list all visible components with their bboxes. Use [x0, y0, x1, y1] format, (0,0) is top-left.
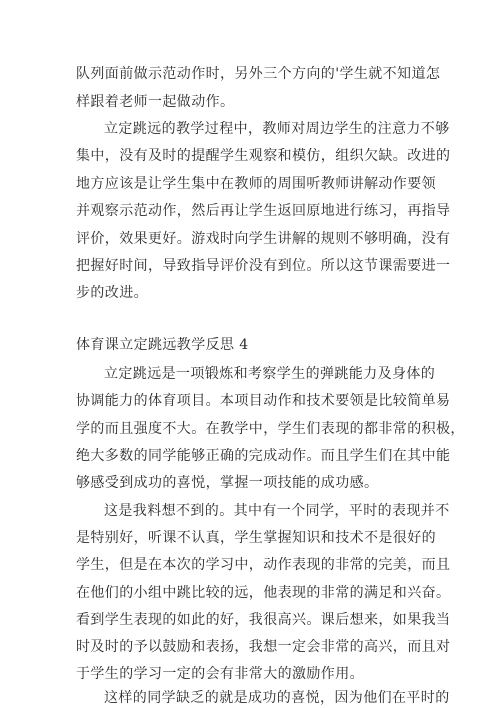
section-title: 体育课立定跳远教学反思 4: [76, 337, 249, 353]
paragraph-line: 学的而且强度不大。在教学中，学生们表现的都非常的积极，: [76, 421, 465, 437]
paragraph-line: 样跟着老师一起做动作。: [76, 94, 235, 110]
paragraph-line: 时及时的予以鼓励和表扬，我想一定会非常的高兴，而且对: [76, 639, 451, 655]
paragraph-line: 在他们的小组中跳比较的远，他表现的非常的满足和兴奋。: [76, 585, 451, 601]
paragraph-line: 立定跳远的教学过程中，教师对周边学生的注意力不够: [104, 121, 450, 137]
paragraph-line: 把握好时间，导致指导评价没有到位。所以这节课需要进一: [76, 258, 451, 274]
paragraph-line: 步的改进。: [76, 285, 148, 301]
paragraph-line: 这是我料想不到的。其中有一个同学，平时的表现并不: [104, 503, 450, 519]
paragraph-line: 评价，效果更好。游戏时向学生讲解的规则不够明确，没有: [76, 231, 451, 247]
paragraph-line: 学生，但是在本次的学习中，动作表现的非常的完美，而且: [76, 557, 451, 573]
paragraph-line: 并观察示范动作，然后再让学生返回原地进行练习，再指导: [76, 203, 451, 219]
paragraph-line: 这样的同学缺乏的就是成功的喜悦，因为他们在平时的: [104, 690, 450, 706]
paragraph-line: 绝大多数的同学能够正确的完成动作。而且学生们在其中能: [76, 448, 451, 464]
paragraph-line: 立定跳远是一项锻炼和考察学生的弹跳能力及身体的: [104, 366, 436, 382]
paragraph-line: 于学生的学习一定的会有非常大的激励作用。: [76, 666, 364, 682]
paragraph-line: 看到学生表现的如此的好，我很高兴。课后想来，如果我当: [76, 612, 451, 628]
paragraph-line: 够感受到成功的喜悦，掌握一项技能的成功感。: [76, 475, 379, 491]
paragraph-line: 地方应该是让学生集中在教师的周围听教师讲解动作要领: [76, 176, 436, 192]
paragraph-line: 队列面前做示范动作时，另外三个方向的'学生就不知道怎: [76, 66, 441, 82]
paragraph-line: 集中，没有及时的提醒学生观察和模仿，组织欠缺。改进的: [76, 148, 451, 164]
paragraph-line: 是特别好，听课不认真，学生掌握知识和技术不是很好的: [76, 530, 436, 546]
paragraph-line: 协调能力的体育项目。本项目动作和技术要领是比较简单易: [76, 393, 451, 409]
